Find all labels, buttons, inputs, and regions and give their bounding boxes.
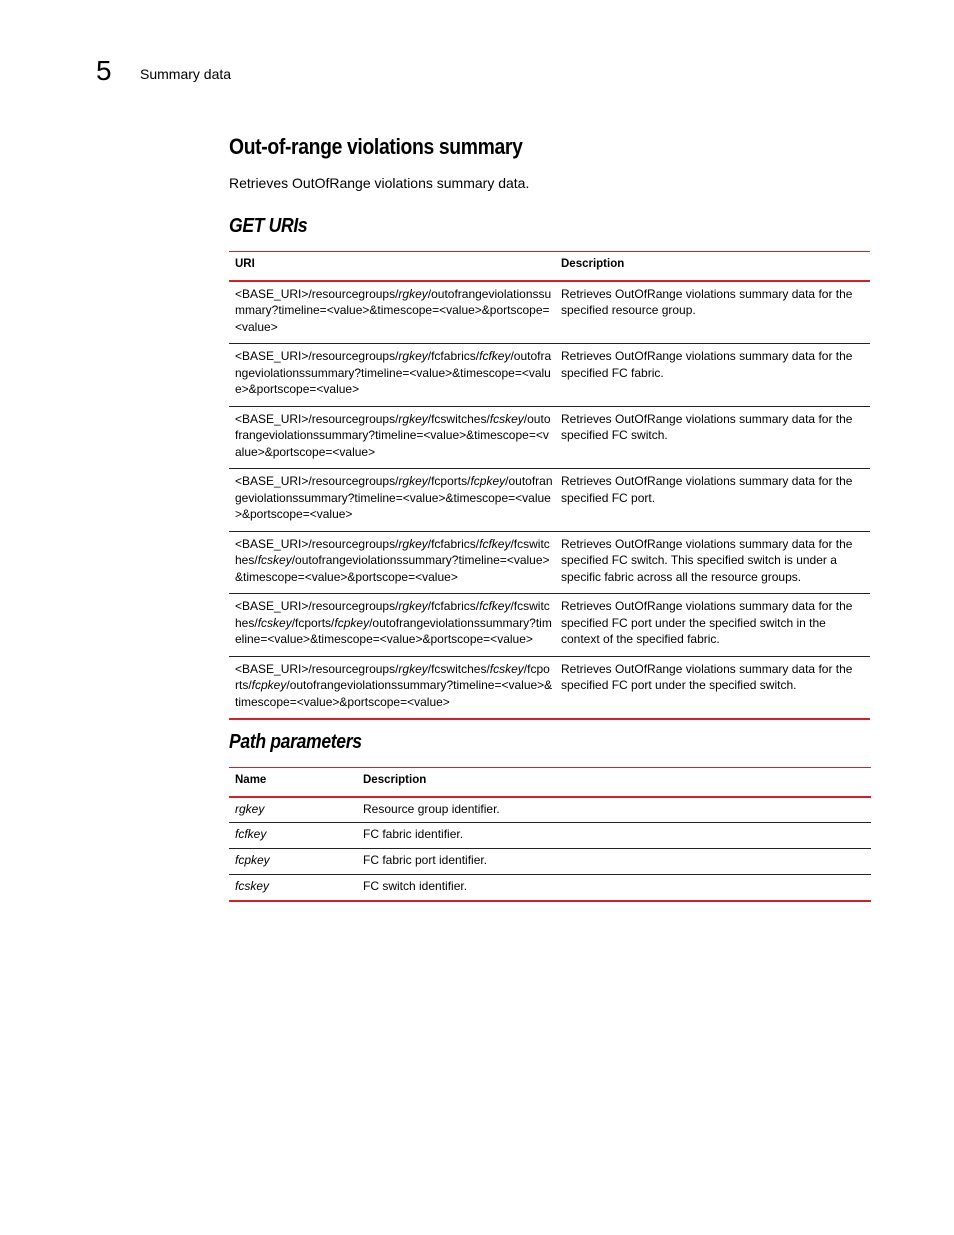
param-name-cell: fcfkey: [229, 823, 357, 849]
uri-key-part: fcpkey: [334, 615, 370, 630]
uri-text-part: /fcports/: [427, 474, 471, 488]
uri-text-part: <BASE_URI>/resourcegroups/: [235, 411, 399, 426]
param-name-cell: rgkey: [235, 801, 265, 816]
uri-cell: [229, 594, 561, 657]
param-name-cell: fcskey: [229, 875, 357, 901]
get-uris-table: [229, 251, 870, 720]
uri-text-part: <BASE_URI>/resourcegroups/: [235, 536, 399, 551]
uri-key-part: rgkey: [398, 411, 428, 426]
uri-text-part: <BASE_URI>/resourcegroups/: [235, 474, 399, 488]
uri-text-part: /outofrangeviolationssummary?timeline=<value>&timescope=<value>&portscope=<value>: [235, 678, 553, 709]
uri-text-part: /outofrangeviolationssummary?timeline=<value>&timescope=<value>&portscope=<value>: [235, 411, 551, 459]
uri-key-part: fcskey: [489, 661, 524, 676]
uri-key-part: fcskey: [257, 615, 292, 630]
chapter-title: Summary data: [140, 66, 232, 82]
get-uris-heading: GET URIs: [229, 215, 308, 237]
uri-description-cell: Retrieves OutOfRange violations summary data for the specified FC port under the specified switch.: [561, 656, 870, 719]
uri-description-cell: Retrieves OutOfRange violations summary data for the specified resource group.: [561, 286, 853, 317]
uri-table-row: [229, 594, 870, 657]
uri-text-part: /fcswitches/: [235, 536, 550, 567]
get-uris-rows: [229, 281, 870, 720]
uri-cell: [229, 531, 561, 594]
chapter-number: 5: [96, 55, 112, 86]
uri-column-header: URI: [229, 252, 561, 281]
section-intro: Retrieves OutOfRange violations summary data.: [229, 175, 530, 191]
uri-key-part: fcfkey: [479, 349, 511, 363]
uri-cell: [229, 469, 561, 532]
uri-key-part: fcskey: [489, 411, 524, 426]
param-description-cell: Resource group identifier.: [363, 801, 500, 816]
param-description-column-header: Description: [357, 768, 871, 797]
param-description-cell: FC switch identifier.: [357, 875, 871, 901]
uri-key-part: fcfkey: [479, 599, 511, 613]
uri-key-part: rgkey: [398, 349, 428, 363]
path-parameters-heading: Path parameters: [229, 731, 362, 753]
uri-description-cell: Retrieves OutOfRange violations summary data for the specified FC port.: [561, 469, 870, 532]
uri-key-part: fcfkey: [479, 536, 511, 551]
path-parameters-table: [229, 767, 871, 902]
uri-cell: [229, 656, 561, 719]
uri-text-part: <BASE_URI>/resourcegroups/: [235, 661, 399, 676]
uri-key-part: rgkey: [398, 661, 428, 676]
uri-cell: [229, 281, 561, 344]
uri-key-part: rgkey: [398, 286, 428, 301]
uri-table-row: [229, 469, 870, 532]
uri-text-part: /outofrangeviolationssummary?timeline=<value>&timescope=<value>&portscope=<value>: [235, 615, 552, 646]
uri-key-part: fcpkey: [251, 678, 287, 692]
uri-key-part: fcpkey: [470, 474, 506, 488]
uri-text-part: /outofrangeviolationssummary?timeline=<value>&timescope=<value>&portscope=<value>: [235, 474, 553, 521]
param-name-cell: fcpkey: [229, 849, 357, 875]
uri-description-cell: Retrieves OutOfRange violations summary data for the specified FC switch. This specified switch is under a specific fabric across all the resource groups.: [561, 531, 870, 594]
uri-text-part: /fcfabrics/: [427, 599, 480, 613]
uri-cell: [229, 406, 561, 469]
param-description-cell: FC fabric identifier.: [357, 823, 871, 849]
uri-description-cell: Retrieves OutOfRange violations summary data for the specified FC fabric.: [561, 344, 870, 407]
path-parameters-rows: [229, 797, 871, 901]
uri-text-part: /fcfabrics/: [427, 349, 480, 363]
uri-description-cell: Retrieves OutOfRange violations summary data for the specified FC switch.: [561, 406, 870, 469]
uri-text-part: /outofrangeviolationssummary?timeline=<value>&timescope=<value>&portscope=<value>: [235, 349, 552, 396]
description-column-header: Description: [561, 252, 870, 281]
uri-key-part: fcskey: [257, 553, 292, 567]
uri-text-part: /fcports/: [235, 661, 550, 692]
uri-text-part: /fcswitches/: [427, 661, 490, 676]
uri-text-part: /fcswitches/: [427, 411, 490, 426]
uri-text-part: /fcfabrics/: [427, 536, 480, 551]
uri-table-row: [229, 406, 870, 469]
uri-text-part: /outofrangeviolationssummary?timeline=<value>&timescope=<value>&portscope=<value>: [235, 553, 550, 584]
uri-table-row: [229, 531, 870, 594]
param-table-row: [229, 849, 871, 875]
uri-key-part: rgkey: [398, 474, 428, 488]
uri-table-row: [229, 656, 870, 719]
uri-table-row: [229, 344, 870, 407]
param-description-cell: FC fabric port identifier.: [357, 849, 871, 875]
param-table-row: [229, 823, 871, 849]
section-title: Out-of-range violations summary: [229, 134, 523, 159]
param-table-row: [229, 797, 871, 823]
uri-cell: [229, 344, 561, 407]
uri-description-cell: Retrieves OutOfRange violations summary data for the specified FC port under the specified switch in the context of the specified fabric.: [561, 594, 870, 657]
name-column-header: Name: [229, 768, 357, 797]
uri-key-part: rgkey: [398, 599, 428, 613]
uri-text-part: /fcports/: [291, 615, 335, 630]
uri-text-part: <BASE_URI>/resourcegroups/: [235, 599, 399, 613]
uri-text-part: <BASE_URI>/resourcegroups/: [235, 349, 399, 363]
uri-text-part: <BASE_URI>/resourcegroups/: [235, 286, 399, 301]
uri-table-row: [229, 281, 870, 344]
uri-text-part: /fcswitches/: [235, 599, 550, 630]
param-table-row: [229, 875, 871, 901]
uri-text-part: /outofrangeviolationssummary?timeline=<value>&timescope=<value>&portscope=<value>: [235, 286, 552, 334]
uri-key-part: rgkey: [398, 536, 428, 551]
